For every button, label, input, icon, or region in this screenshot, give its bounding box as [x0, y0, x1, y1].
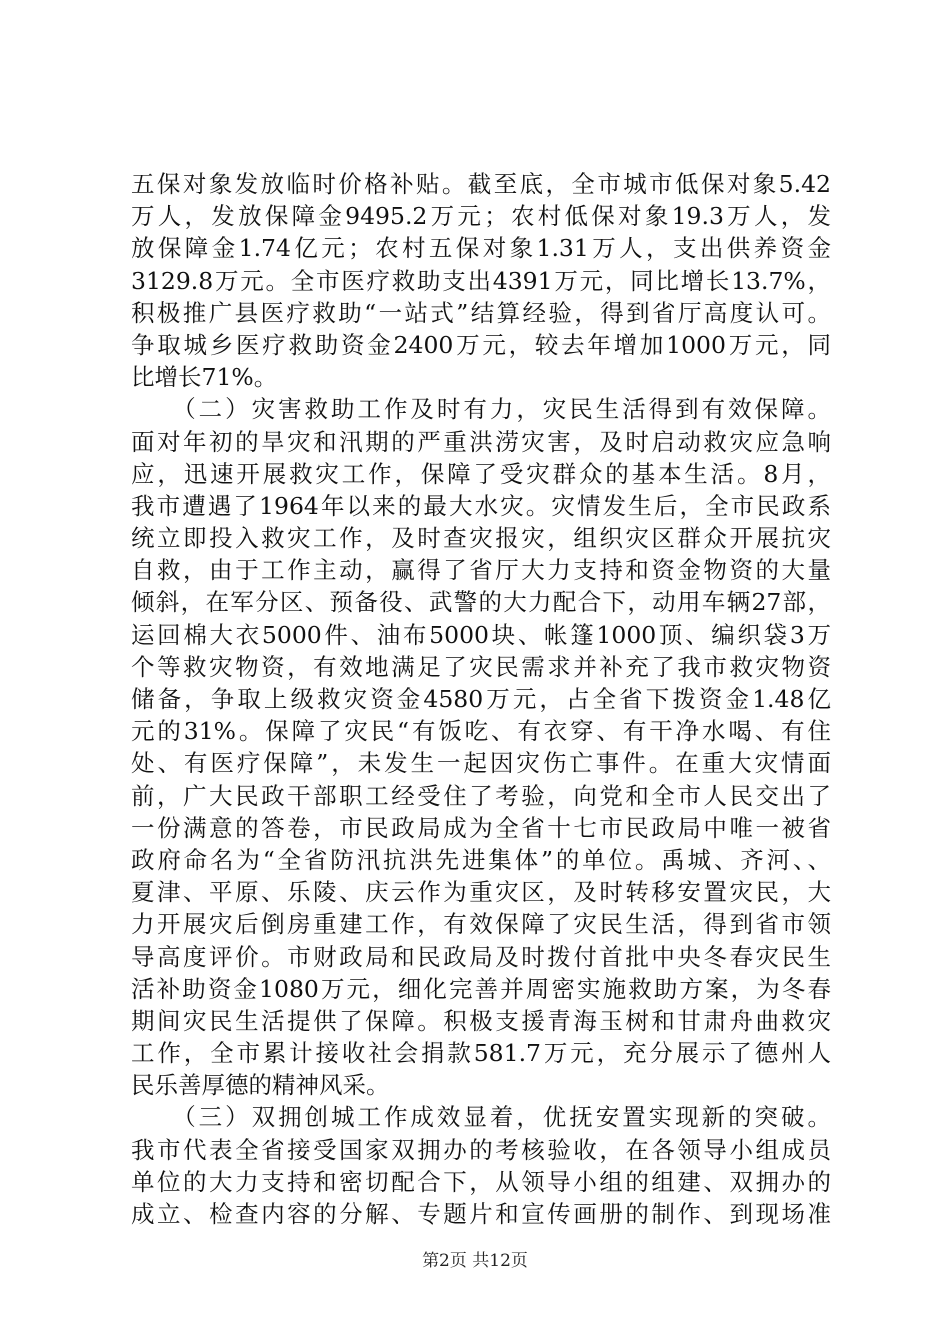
page-number: 第2页 共12页	[422, 1251, 528, 1271]
text-line: 力开展灾后倒房重建工作，有效保障了灾民生活，得到省市领	[131, 910, 831, 939]
text-line: 自救，由于工作主动，赢得了省厅大力支持和资金物资的大量	[131, 556, 831, 585]
text-line: 成立、检查内容的分解、专题片和宣传画册的制作、到现场准	[131, 1200, 831, 1228]
text-line: 比增长71%。	[131, 363, 278, 392]
text-line: 我市遭遇了1964年以来的最大水灾。灾情发生后，全市民政系	[131, 491, 831, 520]
text-line: 一份满意的答卷，市民政局成为全省十七市民政局中唯一被省	[131, 813, 831, 842]
text-line: 争取城乡医疗救助资金2400万元，较去年增加1000万元，同	[131, 330, 831, 359]
text-line: 储备，争取上级救灾资金4580万元，占全省下拨资金1.48亿	[131, 685, 831, 713]
text-line: 前，广大民政干部职工经受住了考验，向党和全市人民交出了	[131, 781, 831, 810]
text-line: 放保障金1.74亿元；农村五保对象1.31万人，支出供养资金	[131, 234, 831, 263]
text-line: 统立即投入救灾工作，及时查灾报灾，组织灾区群众开展抗灾	[131, 524, 831, 553]
text-line: 五保对象发放临时价格补贴。截至底，全市城市低保对象5.42	[131, 170, 831, 198]
document-body	[131, 168, 831, 1230]
text-line: （二）灾害救助工作及时有力，灾民生活得到有效保障。	[131, 395, 831, 424]
text-line: 积极推广县医疗救助“一站式”结算经验，得到省厅高度认可。	[131, 298, 831, 327]
text-line: 工作，全市累计接收社会捐款581.7万元，充分展示了德州人	[131, 1039, 831, 1068]
text-line: 应，迅速开展救灾工作，保障了受灾群众的基本生活。8月，	[131, 459, 831, 488]
text-line: 倾斜，在军分区、预备役、武警的大力配合下，动用车辆27部，	[131, 588, 831, 617]
text-line: 元的31%。保障了灾民“有饭吃、有衣穿、有干净水喝、有住	[131, 717, 831, 746]
text-line: （三）双拥创城工作成效显着，优抚安置实现新的突破。	[131, 1103, 831, 1132]
text-line: 导高度评价。市财政局和民政局及时拨付首批中央冬春灾民生	[131, 942, 831, 971]
page-footer	[0, 1250, 950, 1272]
text-line: 3129.8万元。全市医疗救助支出4391万元，同比增长13.7%，	[131, 266, 831, 295]
text-line: 夏津、平原、乐陵、庆云作为重灾区，及时转移安置灾民，大	[131, 878, 831, 907]
text-line: 万人，发放保障金9495.2万元；农村低保对象19.3万人，发	[131, 202, 831, 231]
text-line: 期间灾民生活提供了保障。积极支援青海玉树和甘肃舟曲救灾	[131, 1006, 831, 1035]
text-line: 我市代表全省接受国家双拥办的考核验收，在各领导小组成员	[131, 1135, 831, 1164]
text-line: 民乐善厚德的精神风采。	[131, 1071, 390, 1100]
text-line: 单位的大力支持和密切配合下，从领导小组的组建、双拥办的	[131, 1167, 831, 1196]
text-line: 政府命名为“全省防汛抗洪先进集体”的单位。禹城、齐河、、	[131, 845, 831, 874]
text-line: 面对年初的旱灾和汛期的严重洪涝灾害，及时启动救灾应急响	[131, 427, 831, 456]
text-line: 活补助资金1080万元，细化完善并周密实施救助方案，为冬春	[131, 974, 831, 1003]
text-line: 个等救灾物资，有效地满足了灾民需求并补充了我市救灾物资	[131, 652, 831, 681]
text-line: 处、有医疗保障”，未发生一起因灾伤亡事件。在重大灾情面	[131, 749, 831, 778]
text-line: 运回棉大衣5000件、油布5000块、帐篷1000顶、编织袋3万	[131, 620, 831, 649]
